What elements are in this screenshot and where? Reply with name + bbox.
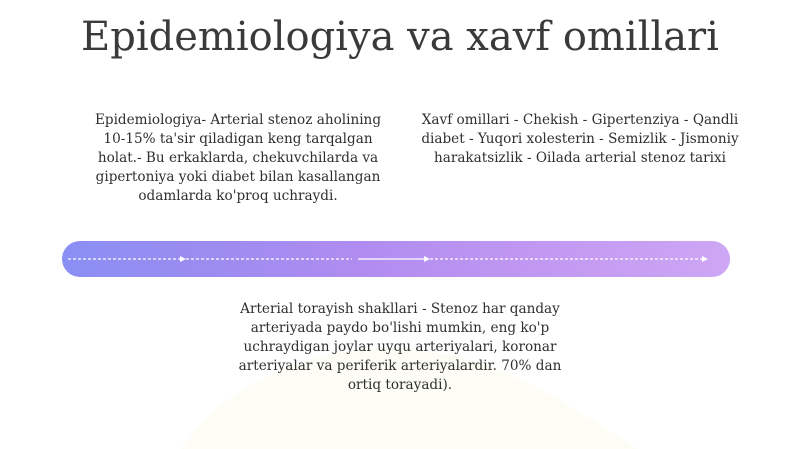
narrowing-forms-text: Arterial torayish shakllari - Stenoz har qanday arteriyada paydo bo'lishi mumkin, eng ko'p uchraydigan joylar uyqu arteriyalari, koronar arteriyalar va periferik arteriyalardir. 70% dan ortiq torayadi). [238, 301, 562, 393]
timeline-arrowhead-3 [702, 256, 708, 262]
epidemiology-text: Epidemiologiya- Arterial stenoz aholining 10-15% ta'sir qiladigan keng tarqalgan holat.- Bu erkaklarda, chekuvchilarda va gipertoniya yoki diabet bilan kasallangan odamlarda ko'proq uchraydi. [94, 112, 382, 204]
timeline-bar [62, 241, 730, 277]
timeline-arrowhead-2 [424, 256, 430, 262]
slide-title: Epidemiologiya va xavf omillari [81, 14, 719, 60]
timeline-arrows [62, 241, 730, 277]
timeline-arrowhead-1 [180, 256, 186, 262]
risk-factors-text: Xavf omillari - Chekish - Gipertenziya - Qandli diabet - Yuqori xolesterin - Semizlik - Jismoniy harakatsizlik - Oilada arterial stenoz tarixi [421, 112, 739, 166]
